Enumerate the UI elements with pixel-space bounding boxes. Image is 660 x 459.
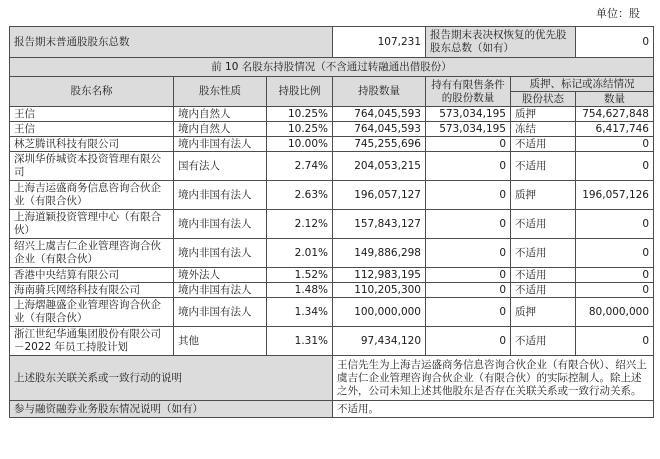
preferred-shareholders-label: 报告期末表决权恢复的优先股股东总数（如有） (426, 27, 576, 58)
cell-nature: 境内非国有法人 (174, 210, 267, 239)
cell-ratio: 2.01% (267, 239, 333, 268)
cell-restricted: 0 (426, 239, 511, 268)
cell-pledge-qty: 6,417,746 (576, 122, 654, 137)
cell-qty: 110,205,300 (333, 283, 426, 298)
cell-name: 浙江世纪华通集团股份有限公司－2022 年员工持股计划 (10, 327, 174, 356)
cell-pledge-qty: 196,057,126 (576, 181, 654, 210)
margin-trading-row (10, 401, 654, 418)
cell-status: 质押 (511, 107, 576, 122)
cell-ratio: 10.00% (267, 137, 333, 152)
cell-pledge-qty: 0 (576, 327, 654, 356)
cell-restricted: 0 (426, 283, 511, 298)
cell-status: 冻结 (511, 122, 576, 137)
cell-ratio: 2.63% (267, 181, 333, 210)
table-row (10, 283, 654, 298)
cell-nature: 境内非国有法人 (174, 283, 267, 298)
header-nature: 股东性质 (174, 77, 267, 107)
unit-label: 单位：股 (596, 7, 640, 20)
cell-name: 林芝腾讯科技有限公司 (10, 137, 174, 152)
cell-ratio: 10.25% (267, 122, 333, 137)
header-name: 股东名称 (10, 77, 174, 107)
relation-label: 上述股东关联关系或一致行动的说明 (10, 356, 333, 401)
header-pledge-group: 质押、标记或冻结情况 (511, 77, 654, 92)
preferred-shareholders-value: 0 (576, 27, 654, 58)
cell-pledge-qty: 0 (576, 152, 654, 181)
header-restricted: 持有有限售条件的股份数量 (426, 77, 511, 107)
section-title-row (10, 58, 654, 77)
cell-nature: 其他 (174, 327, 267, 356)
relation-text: 王信先生为上海吉运盛商务信息咨询合伙企业（有限合伙）、绍兴上虞吉仁企业管理咨询合伙企业（有限合伙）的实际控制人。除上述之外，公司未知上述其他股东是否存在关联关系或一致行动关系。 (333, 356, 654, 401)
cell-name: 王信 (10, 107, 174, 122)
cell-status: 不适用 (511, 239, 576, 268)
cell-ratio: 1.48% (267, 283, 333, 298)
cell-ratio: 2.12% (267, 210, 333, 239)
cell-pledge-qty: 0 (576, 283, 654, 298)
cell-qty: 764,045,593 (333, 122, 426, 137)
cell-status: 不适用 (511, 283, 576, 298)
cell-name: 香港中央结算有限公司 (10, 268, 174, 283)
cell-restricted: 0 (426, 181, 511, 210)
cell-name: 上海熠趣盛企业管理咨询合伙企业（有限合伙） (10, 298, 174, 327)
table-row (10, 268, 654, 283)
table-row (10, 137, 654, 152)
cell-nature: 国有法人 (174, 152, 267, 181)
margin-trading-label: 参与融资融券业务股东情况说明（如有） (10, 401, 333, 418)
cell-nature: 境内自然人 (174, 122, 267, 137)
cell-name: 海南骑兵网络科技有限公司 (10, 283, 174, 298)
cell-pledge-qty: 0 (576, 137, 654, 152)
cell-restricted: 573,034,195 (426, 122, 511, 137)
table-row (10, 107, 654, 122)
total-shareholders-value: 107,231 (333, 27, 426, 58)
cell-restricted: 0 (426, 268, 511, 283)
cell-qty: 764,045,593 (333, 107, 426, 122)
table-row (10, 122, 654, 137)
cell-status: 不适用 (511, 210, 576, 239)
cell-nature: 境内非国有法人 (174, 298, 267, 327)
cell-nature: 境内非国有法人 (174, 181, 267, 210)
cell-nature: 境内非国有法人 (174, 239, 267, 268)
cell-qty: 112,983,195 (333, 268, 426, 283)
cell-status: 质押 (511, 181, 576, 210)
header-ratio: 持股比例 (267, 77, 333, 107)
cell-pledge-qty: 754,627,848 (576, 107, 654, 122)
table-row (10, 327, 654, 356)
cell-nature: 境外法人 (174, 268, 267, 283)
cell-restricted: 573,034,195 (426, 107, 511, 122)
header-pledge-qty: 数量 (576, 92, 654, 107)
cell-name: 王信 (10, 122, 174, 137)
cell-status: 不适用 (511, 327, 576, 356)
table-row (10, 181, 654, 210)
header-row-1 (10, 77, 654, 92)
cell-restricted: 0 (426, 152, 511, 181)
margin-trading-text: 不适用。 (333, 401, 654, 418)
summary-row (10, 27, 654, 58)
table-row (10, 152, 654, 181)
cell-nature: 境内非国有法人 (174, 137, 267, 152)
cell-status: 质押 (511, 298, 576, 327)
cell-name: 上海道颖投资管理中心（有限合伙） (10, 210, 174, 239)
cell-qty: 149,886,298 (333, 239, 426, 268)
table-row (10, 239, 654, 268)
cell-pledge-qty: 0 (576, 210, 654, 239)
cell-nature: 境内自然人 (174, 107, 267, 122)
total-shareholders-label: 报告期末普通股股东总数 (10, 27, 333, 58)
cell-restricted: 0 (426, 298, 511, 327)
cell-ratio: 1.52% (267, 268, 333, 283)
cell-qty: 204,053,215 (333, 152, 426, 181)
cell-name: 上海吉运盛商务信息咨询合伙企业（有限合伙） (10, 181, 174, 210)
cell-ratio: 1.34% (267, 298, 333, 327)
cell-pledge-qty: 80,000,000 (576, 298, 654, 327)
relation-row (10, 356, 654, 401)
table-row (10, 298, 654, 327)
section-title: 前 10 名股东持股情况（不含通过转融通出借股份） (10, 58, 654, 77)
cell-qty: 745,255,696 (333, 137, 426, 152)
cell-qty: 196,057,127 (333, 181, 426, 210)
cell-pledge-qty: 0 (576, 239, 654, 268)
cell-restricted: 0 (426, 137, 511, 152)
cell-status: 不适用 (511, 152, 576, 181)
cell-restricted: 0 (426, 327, 511, 356)
cell-restricted: 0 (426, 210, 511, 239)
cell-name: 绍兴上虞吉仁企业管理咨询合伙企业（有限合伙） (10, 239, 174, 268)
cell-qty: 97,434,120 (333, 327, 426, 356)
cell-name: 深圳华侨城资本投资管理有限公司 (10, 152, 174, 181)
cell-ratio: 1.31% (267, 327, 333, 356)
cell-status: 不适用 (511, 137, 576, 152)
cell-pledge-qty: 0 (576, 268, 654, 283)
header-qty: 持股数量 (333, 77, 426, 107)
shareholder-table (9, 26, 654, 418)
cell-qty: 100,000,000 (333, 298, 426, 327)
cell-ratio: 2.74% (267, 152, 333, 181)
header-pledge-status: 股份状态 (511, 92, 576, 107)
table-row (10, 210, 654, 239)
cell-qty: 157,843,127 (333, 210, 426, 239)
cell-status: 不适用 (511, 268, 576, 283)
cell-ratio: 10.25% (267, 107, 333, 122)
